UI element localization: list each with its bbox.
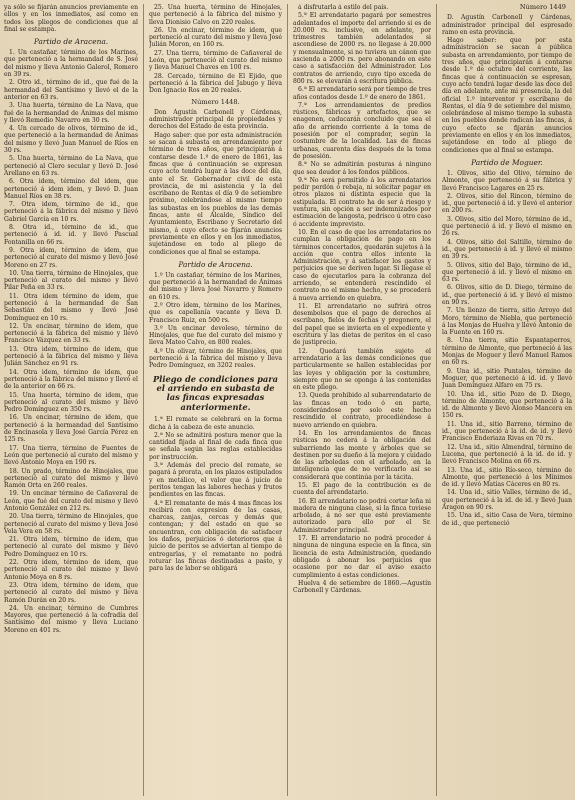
- paragraph: 4. Olivos, sitio del Saltillo, término de id., que perteneció á id. y llevó el mismo en 39 rs.: [442, 238, 572, 261]
- paragraph: Hago saber: que por esta administración se sacan á pública subasta en arrendamiento, por tiempo de tres años, que principiarán á contarse desde 1.º de octubre del corriente, las fincas que á continuación se espresan, cuyo acto tendrá lugar desde las doce del día en adelante, ante mi presencia, la del oficial 1.º interventor y escribano de Rentas, el día 9 de setiembre del mismo, celebrándose al mismo tiempo la subasta en los pueblos donde radican las fincas, á cuyo efecto se fijarán anuncios previamente en ellos y en los inmediatos, sujetándose en todo al pliego de condiciones que al final se estampa.: [442, 37, 572, 154]
- paragraph: 7. Otra idem, término de id., que perteneció á la fábrica del mismo y llevó Gabriel García en 10 rs.: [4, 201, 138, 223]
- paragraph: 14. En los arrendamientos de fincas rústicas no cederá á la obligación del subarriendo las monte y árboles que se destinen por su dueño á la mejora y cuidado de las arboledas con el arbolado, en la inteligencia que de no verificarlo así se considerará que continúa por la tácita.: [293, 429, 431, 481]
- paragraph: 14. Una id., sitio Valles, término de id., que perteneció á la id. de id. y llevó Juan Aragon en 90 rs.: [442, 489, 572, 511]
- paragraph: 28. Cercado, término de El Ejido, que perteneció á la fábrica del Jabugo y lleva Don Ignacio Ros en 20 reales.: [149, 72, 282, 95]
- paragraph: 25. Una huerta, término de Hinojales, que perteneció á la fábrica del mismo y lleva Dionisio Calvo en 220 reales.: [149, 4, 282, 26]
- notice-number: Número 1448.: [191, 97, 240, 106]
- paragraph: 17. Una tierra, término de Fuentes de León que perteneció al curato del mismo y llevó Antonio Moya en 190 rs.: [4, 444, 138, 467]
- paragraph: ya sólo se fijarán anuncios previamente en ellos y en los inmediatos, así como en todos los pliegos de condiciones que al final se estampa.: [4, 4, 138, 33]
- paragraph: 3.ª Además del precio del remate, se pagará á prorata, en los plazos estipulados y en metálico, el valor que á juicio de peritos tengan las labores hechas y frutos pendientes en las fincas.: [149, 462, 282, 499]
- paragraph: 1.º Un castañar, término de los Marines, que perteneció á la hermandad de Ánimas del mismo y lleva José Navarro y Romero en 610 rs.: [149, 271, 282, 301]
- paragraph: 15. Una id., sitio Casa de Vera, término de id., que perteneció: [442, 512, 572, 527]
- paragraph: 27. Una tierra, término de Cañaveral de León, que perteneció al curato del mismo y lleva Manuel Chaves en 100 rs.: [149, 49, 282, 72]
- paragraph: 5. Una huerta, término de La Nava, que perteneció al Clero secular y llevó D. José Arellano en 63 rs.: [4, 155, 138, 177]
- paragraph: 6. Olivos, sitio de D. Diego, término de id., que perteneció á id. y llevó el mismo en 90 rs.: [442, 284, 572, 306]
- column-rule: [143, 4, 144, 796]
- paragraph: 3. Olivos, sitio del Moro, término de id., que perteneció á id. y llevó el mismo en 26 rs.: [442, 215, 572, 238]
- paragraph: 6.ª El arrendatario será por tiempo de tres años contados desde 1.º de enero de 1861.: [293, 86, 431, 101]
- paragraph: 11. El arrendatario no sufrirá otros desembolsos que el pago de derechos al escribano, fielos de fechas y pregonero, el del papel que se invierta en el expediente y escritura y las dietas de peritos en el caso de justiprecio.: [293, 302, 431, 347]
- paragraph: 3. Una huerta, término de La Nava, que fué de la hermandad de Ánimas del mismo y llevó Remedio Navarro en 30 rs.: [4, 102, 138, 124]
- column-3: [293, 4, 431, 796]
- section-heading: Partido de Aracena.: [33, 37, 109, 47]
- paragraph: 10. En el caso de que los arrendatarios no cumplan la obligación de pago en los términos concertados, quedarán sujetos á la acción que contra ellos intente la Administración, y á satisfacer los gastos y perjuicios que se deriven lugar. Si llegase el caso de ejecutarlos para la cobranza del arriendo, se entenderá rescindido el contrato no el mismo hecho, y se procederá á nueva arriendo en quiebra.: [293, 228, 431, 302]
- notice-number: Número 1449: [519, 4, 566, 11]
- section-heading: Partido de Aracena.: [178, 259, 253, 269]
- paragraph: 8. Otra id., término de id., que perteneció á id. id. y llevó Pascual Fontanilla en 66 rs.: [4, 224, 138, 246]
- paragraph: 2. Olivos, sitio del Rincon, término de id., que perteneció á id. y llevó el anterior en 200 rs.: [442, 192, 572, 215]
- paragraph: 7. Un lienzo de tierra, sitio Arroyo del Moro, término de Niebla, que perteneció á las Monjas de Huelva y llevó Antonio de la Fuente en 160 rs.: [442, 307, 572, 337]
- paragraph: 20. Una tierra, término de Hinojales, que perteneció al curato del mismo y lleva José Vela Vera en 58 rs.: [4, 513, 138, 535]
- paragraph: 12. Un encinar, término de idem, que perteneció á la fábrica del mismo y llevó Francisco Vázquez en 33 rs.: [4, 322, 138, 345]
- paragraph: 13. Queda prohibido al subarrendatario de las fincas en todo ó en parte, considerándose por solo este hecho rescindido el contrato, procediéndose á nuevo arriendo en quiebra.: [293, 392, 431, 429]
- paragraph: 23. Otra idem, término de idem, que perteneció al curato del mismo y lleva Ramón Durán en 20 rs.: [4, 581, 138, 604]
- paragraph: 1. Un castañar, término de los Marines, que perteneció a la hermandad de S. José del mismo y lleva Antonio Galerol, Romero en 39 rs.: [4, 49, 138, 79]
- paragraph: 9. Una id., sitio Puntales, término de Moguer, que perteneció á id. id. y llevó Juan Domínguez Alfaro en 75 rs.: [442, 367, 572, 390]
- paragraph: 2.ª No se admitirá postura menor que la cantidad fijada al final de cada finca que se señala según las reglas establecidas por instrucción.: [149, 431, 282, 461]
- paragraph: D. Agustín Carbonell y Cárdenas, administrador principal del espresado ramo en esta provincia.: [442, 14, 572, 36]
- paragraph: 11. Una id., sitio Barreno, término de id., que perteneció á la id. de id. y llevó Francisco Enderiaza Rivas en 70 rs.: [442, 420, 572, 443]
- paragraph: 13. Una id., sitio Río-seco, término de Almonte, que perteneció á los Mínimos de id. y llevó Matías Cáceres en 80 rs.: [442, 466, 572, 489]
- paragraph: 3.º Un encinar devoleso, término de Hinojales, que fue del curato del mismo y lleva Mateo Calvo, en 800 reales.: [149, 324, 282, 347]
- paragraph: 9. Otra idem, término de idem, que perteneció al curato del mismo y llevó José Moreno en 27 rs.: [4, 246, 138, 269]
- paragraph: 12. Quedará también sujeto el arrendatario á las demás condiciones que particularmente se hallen establecidas por las leyes y obligación por la costumbre, siempre que no se oponga á las contenidas en este pliego.: [293, 347, 431, 392]
- column-rule: [436, 4, 437, 796]
- paragraph: 8.ª No se admitirán posturas á ninguno que sea deudor á los fondos públicos.: [293, 161, 431, 176]
- paragraph: 2.º Otro ídem, término de los Marines, que es capellanía vacante y lleva D. Francisco Ruiz, en 500 rs.: [149, 301, 282, 324]
- paragraph: 17. El arrendatario no podrá proceder á ninguna de ninguna especie en la finca, sin licencia de esta Administración, quedando obligado á abonar los perjuicios que ocasione por no dar el aviso exacto cumplimiento á estas condiciones.: [293, 535, 431, 579]
- paragraph: 11. Otra idem término de idem, que perteneció á la hermandad de San Sebastián del mismo y llevó José Domínguez en 10 rs.: [4, 292, 138, 322]
- paragraph: 18. Un prado, término de Hinojales, que perteneció al curato del mismo y llevó Ramón Orta en 260 reales.: [4, 467, 138, 490]
- paragraph: 6. Otra idem, término del idem, que perteneció á idem idem, y llevó D. Juan Manuel Ríos en 38 rs.: [4, 178, 138, 200]
- paragraph: 12. Una id., sitio Almendral, término de Lucena, que perteneció á la id. de id. y llevó Francisco Molina en 66 rs.: [442, 443, 572, 466]
- paragraph: á disfrutarla á estilo del país.: [298, 4, 389, 11]
- paragraph: 1. Olivos, sitio del Olivo, término de Almonte, que perteneció á su fábrica y llevó Francisco Lagares en 25 rs.: [442, 169, 572, 192]
- paragraph: 16. Un encinar, término de idem, que perteneció á la hermandad del Santísimo de Encinasola y lleva José García Pérez en 125 rs.: [4, 414, 138, 444]
- section-heading: Partido de Moguer.: [471, 157, 543, 167]
- paragraph: 10. Una tierra, término de Hinojales, que perteneció al curato del mismo y llevó Pilar Peña en 33 rs.: [4, 269, 138, 292]
- paragraph: 26. Un encinar, término de idem, que perteneció al curato del mismo y lleva José Julián Moron, en 160 rs.: [149, 26, 282, 49]
- column-1: [4, 4, 138, 796]
- paragraph: 24. Un encinar, término de Cumbres Mayores, que perteneció á la cofradía del Santísimo del mismo y lleva Luciano Moreno en 401 rs.: [4, 604, 138, 634]
- paragraph: 4. Un cercado de olivos, término de id., que perteneció a la hermandad de Ánimas del mismo y llevó Juan Manuel de Ríos en 30 rs.: [4, 125, 138, 155]
- paragraph: 10. Una id., sitio Pozo de D. Diego, término de Almonte, que perteneció á la id. de Almonte y llevó Alonso Mancera en 150 rs.: [442, 390, 572, 420]
- paragraph: 19. Un encinar término de Cañaveral de León, que fué del curato del mismo y llevó Antonio González en 212 rs.: [4, 490, 138, 512]
- paragraph: 15. El pago de la contribución es de cuenta del arrendatario.: [293, 482, 431, 497]
- paragraph: 22. Otra idem, término de idem, que perteneció al curato del mismo y llevó Antonio Moya en 8 rs.: [4, 559, 138, 581]
- paragraph: 7.ª Los arrendamientos de predios rústicos, fábricas y artefactos, que se enagenen, caducarán concluido que sea el año de arriendo corriente á la toma de posesión por el comprador, según la costumbre de la localidad. Las de fincas urbanas, cuarenta días después de la toma de posesión.: [293, 101, 431, 160]
- paragraph: Hago saber: que por esta administración se sacan á subasta en arrendamiento por término de tres años, que principiarán á contarse desde 1.º de enero de 1861, las fincas que á continuación se expresan cuyo acto tendrá lugar á las doce del día, ante el Sr. Gobernador civil de esta provincia, de mi asistencia y la del escribano de Rentas el día 9 de setiembre próximo, celebrándose al mismo tiempo las subastas en los pueblos de las demás fincas, ante el Alcalde, Síndico del Ayuntamiento, Escribano y Secretario del mismo, á cuyo efecto se fijarán anuncios previamente en ellos y en los inmediatos, sujetándose en todo al pliego de condiciones que al final se estampa.: [149, 131, 282, 256]
- paragraph: Don Agustín Carbonell y Cárdenas, administrador principal de propiedades y derechos del Estado de esta provincia.: [149, 108, 282, 131]
- paragraph: 15. Una huerta, término de idem, que perteneció al curato del mismo y llevó Pedro Domínguez en 350 rs.: [4, 391, 138, 414]
- paragraph: 13. Otra idem, término de idem, que perteneció á la fábrica del mismo y lleva Julián Sánchez en 91 rs.: [4, 345, 138, 368]
- paragraph: 21. Otra idem, término de idem, que perteneció al curato del mismo y llevó Pedro Domínguez en 10 rs.: [4, 536, 138, 558]
- column-2: [149, 4, 282, 796]
- paragraph: 4.º Un olivar, término de Hinojales, que perteneció á la fábrica del mismo y lleva Pedro Domínguez, en 3202 reales.: [149, 347, 282, 370]
- column-rule: [287, 4, 288, 796]
- conditions-heading: Pliego de condiciones para el arriendo en subasta de las fincas expresadas anteriormente.: [152, 373, 279, 412]
- paragraph: 2. Otro id., término de id., que fué de la hermandad del Santísimo y llevó el de la anterior en 63 rs.: [4, 79, 138, 101]
- paragraph: 4.ª El rematante de más 4 mas fincas los recibirá con expresion de las casas, charcas, zanjas, cercas y demás que contengan; y del estado en que se encuentran, con obligación de satisfacer los daños, perjuicios ó deterioros que á juicio de peritos se adviertan al tiempo de entregarlas, y el rematante no podrá roturar las fincas destinadas a pasto, y para las de labor se obligará: [149, 499, 282, 573]
- paragraph: Huelva 4 de setiembre de 1860.—Agustín Carbonell y Cárdenas.: [293, 579, 431, 595]
- paragraph: 16. El arrendatario no podrá cortar leña ni madera de ninguna clase, si la finca tuviese arbolado, á no ser que esté previamente autorizado para ello por el Sr. Administrador principal.: [293, 497, 431, 534]
- paragraph: 5.ª El arrendatario pagará por semestres adelantados el importe del arriendo si es de 20.000 rs. inclusive, en adelante, por trimestres también adelantados si ascendiese de 2000 rs. no llegase á 20.000 y mensualmente, si no tuviera un cánon que ascienda a 2000 rs. pero abonando en este caso a satisfacción del Administrador. Los contratos de arriendo, cuyo tipo exceda de 800 rs. se elevarán á escritura pública.: [293, 12, 431, 85]
- paragraph: 1.ª El remate se celebrará en la forma dicha á la cabeza de este anuncio.: [149, 416, 282, 431]
- column-4: [442, 4, 572, 796]
- paragraph: 5. Olivos, sitio del Bajo, término de id., que perteneció á id. y llevó el mismo en 63 rs.: [442, 261, 572, 284]
- paragraph: 8. Una tierra, sitio Espantaperros, término de Almonte, que perteneció á las Monjas de Moguer y llevó Manuel Ramos en 60 rs.: [442, 337, 572, 367]
- paragraph: 9.ª No será permitido á los arrendatarios pedir perdón ó rebaja, ni solicitar pagar en otros plazos ni distinta especie que la estipulada. El contrato ha de ser á riesgo y ventura, sin opción a ser indemnizados por estimación de langosta, pedrisco ú otro caso ó accidente imprevisto.: [293, 176, 431, 228]
- paragraph: 14. Otra idem, término de idem, que perteneció á la fábrica del mismo y llevó el de la anterior en 66 rs.: [4, 368, 138, 391]
